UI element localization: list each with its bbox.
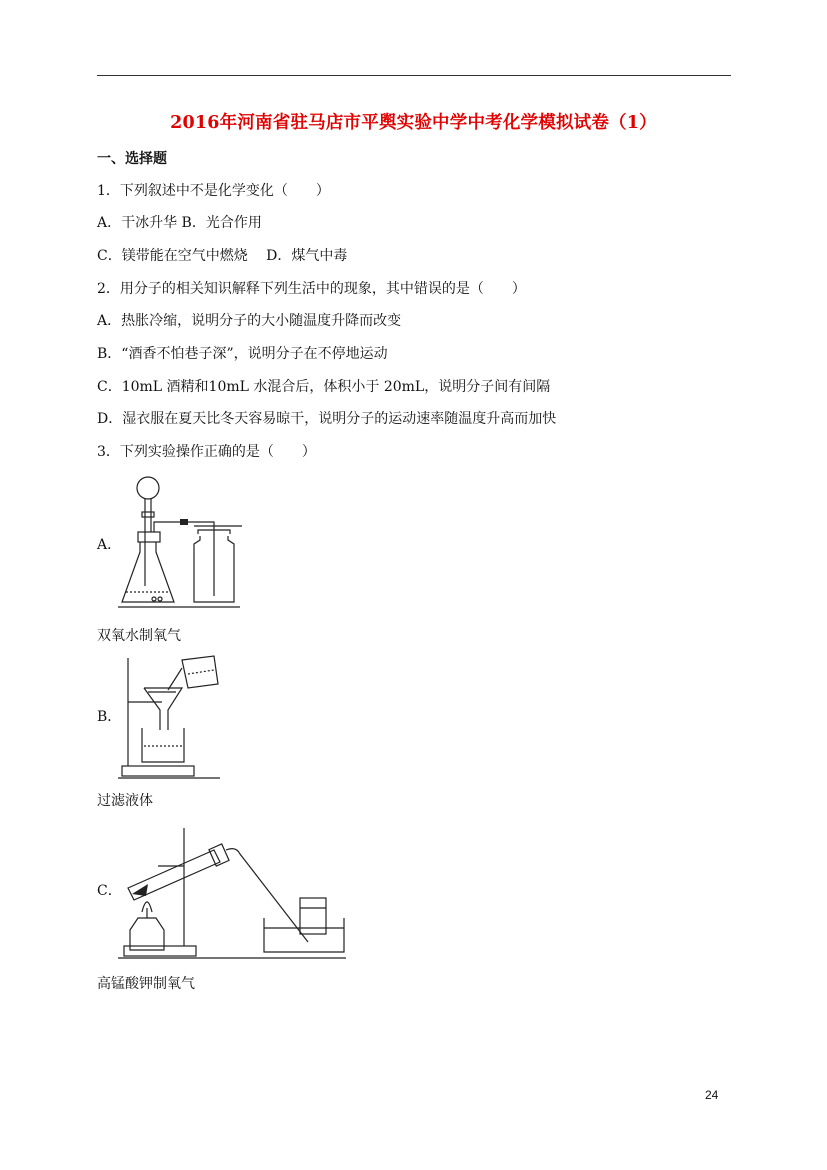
question-3-stem: 3．下列实验操作正确的是（ ） [97,444,316,460]
oxygen-generation-apparatus-figure [118,474,243,610]
question-2-option-c: C．10mL 酒精和10mL 水混合后，体积小于 20mL，说明分子间有间隔 [97,379,551,395]
question-2-option-b: B．“酒香不怕巷子深”，说明分子在不停地运动 [97,346,388,362]
question-2-option-d: D．湿衣服在夏天比冬天容易晾干，说明分子的运动速率随温度升高而加快 [97,411,557,427]
header-rule [97,75,731,76]
question-3-option-a-caption: 双氧水制氧气 [97,628,181,644]
section-heading: 一、选择题 [97,151,167,167]
permanganate-heating-apparatus-figure [118,822,348,962]
question-2-option-a: A．热胀冷缩，说明分子的大小随温度升降而改变 [97,313,402,329]
question-3-option-b-label: B． [97,709,122,725]
question-2-stem: 2．用分子的相关知识解释下列生活中的现象，其中错误的是（ ） [97,281,526,297]
filtration-setup-figure [118,654,222,780]
question-3-option-b-caption: 过滤液体 [97,793,153,809]
question-3-option-c-caption: 高锰酸钾制氧气 [97,976,195,992]
question-3-option-a-label: A． [97,537,122,553]
question-1-options-cd: C．镁带能在空气中燃烧 D．煤气中毒 [97,248,348,264]
question-3-option-c-label: C． [97,883,122,899]
page-number: 24 [705,1088,719,1102]
question-1-stem: 1．下列叙述中不是化学变化（ ） [97,183,330,199]
exam-title: 2016年河南省驻马店市平舆实验中学中考化学模拟试卷（1） [170,113,657,133]
question-1-options-ab: A．干冰升华 B．光合作用 [97,215,262,231]
